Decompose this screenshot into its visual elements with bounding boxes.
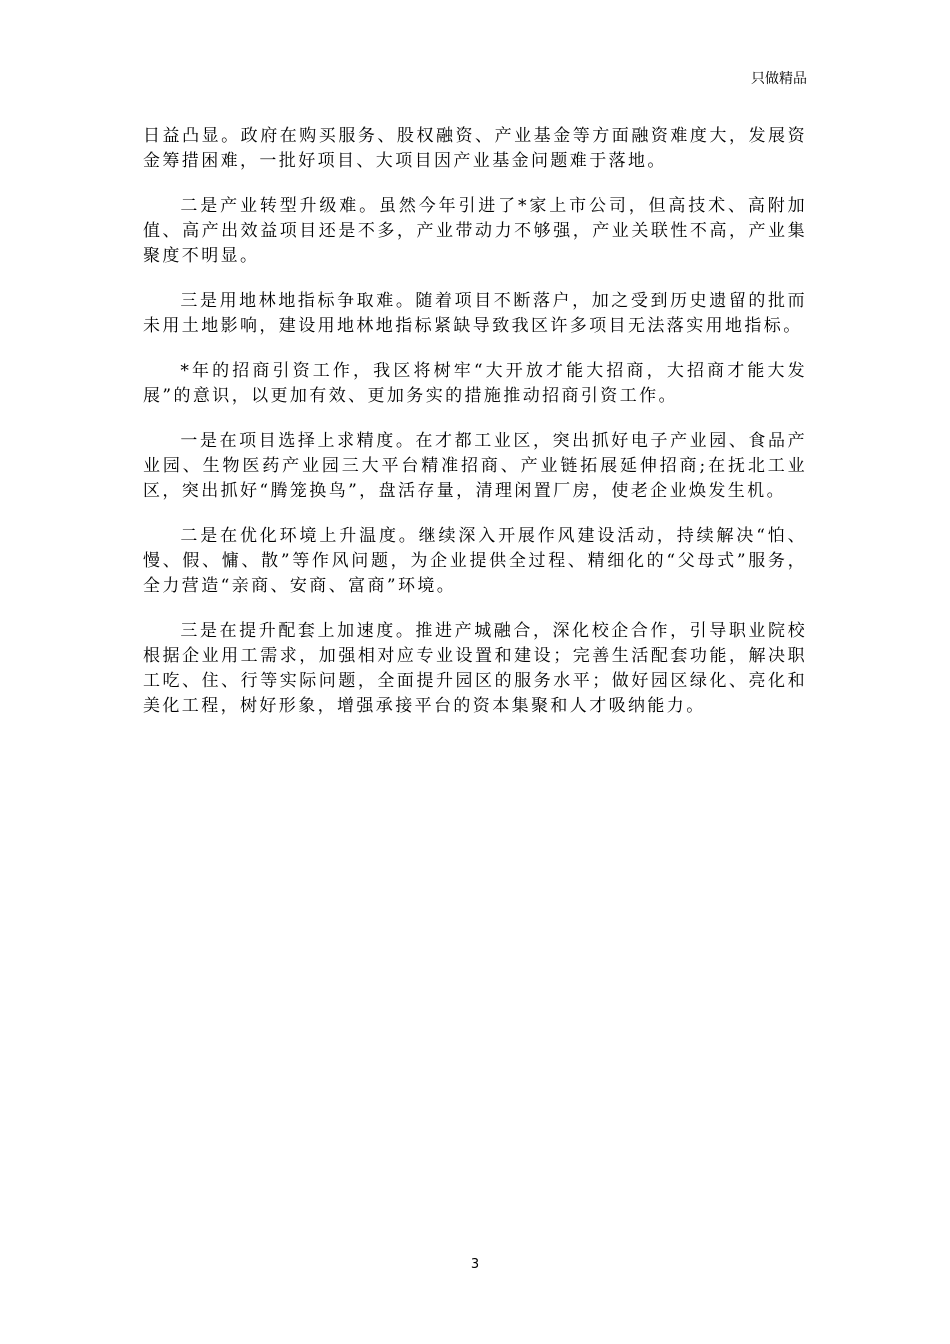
paragraph-industry-upgrade: 二是产业转型升级难。虽然今年引进了*家上市公司，但高技术、高附加值、高产出效益项目还是不多，产业带动力不够强，产业关联性不高，产业集聚度不明显。 — [143, 196, 807, 266]
paragraph-investment-plan: *年的招商引资工作，我区将树牢“大开放才能大招商，大招商才能大发展”的意识，以更加有效、更加务实的措施推动招商引资工作。 — [143, 361, 807, 406]
document-body — [143, 124, 807, 739]
paragraph-project-selection: 一是在项目选择上求精度。在才都工业区，突出抓好电子产业园、食品产业园、生物医药产业园三大平台精准招商、产业链拓展延伸招商;在抚北工业区，突出抓好“腾笼换鸟”，盘活存量，清理闲置厂房，使老企业焕发生机。 — [143, 431, 807, 501]
paragraph-land-quota: 三是用地林地指标争取难。随着项目不断落户，加之受到历史遗留的批而未用土地影响，建设用地林地指标紧缺导致我区许多项目无法落实用地指标。 — [143, 291, 807, 336]
page-header: 只做精品 — [751, 71, 807, 87]
page-number: 3 — [470, 1257, 480, 1272]
paragraph-supporting-facilities: 三是在提升配套上加速度。推进产城融合，深化校企合作，引导职业院校根据企业用工需求，加强相对应专业设置和建设；完善生活配套功能，解决职工吃、住、行等实际问题，全面提升园区的服务水平；做好园区绿化、亮化和美化工程，树好形象，增强承接平台的资本集聚和人才吸纳能力。 — [143, 621, 807, 716]
paragraph-continuation: 日益凸显。政府在购买服务、股权融资、产业基金等方面融资难度大，发展资金筹措困难，一批好项目、大项目因产业基金问题难于落地。 — [143, 126, 807, 171]
paragraph-environment: 二是在优化环境上升温度。继续深入开展作风建设活动，持续解决“怕、慢、假、慵、散”等作风问题，为企业提供全过程、精细化的“父母式”服务，全力营造“亲商、安商、富商”环境。 — [143, 526, 807, 596]
